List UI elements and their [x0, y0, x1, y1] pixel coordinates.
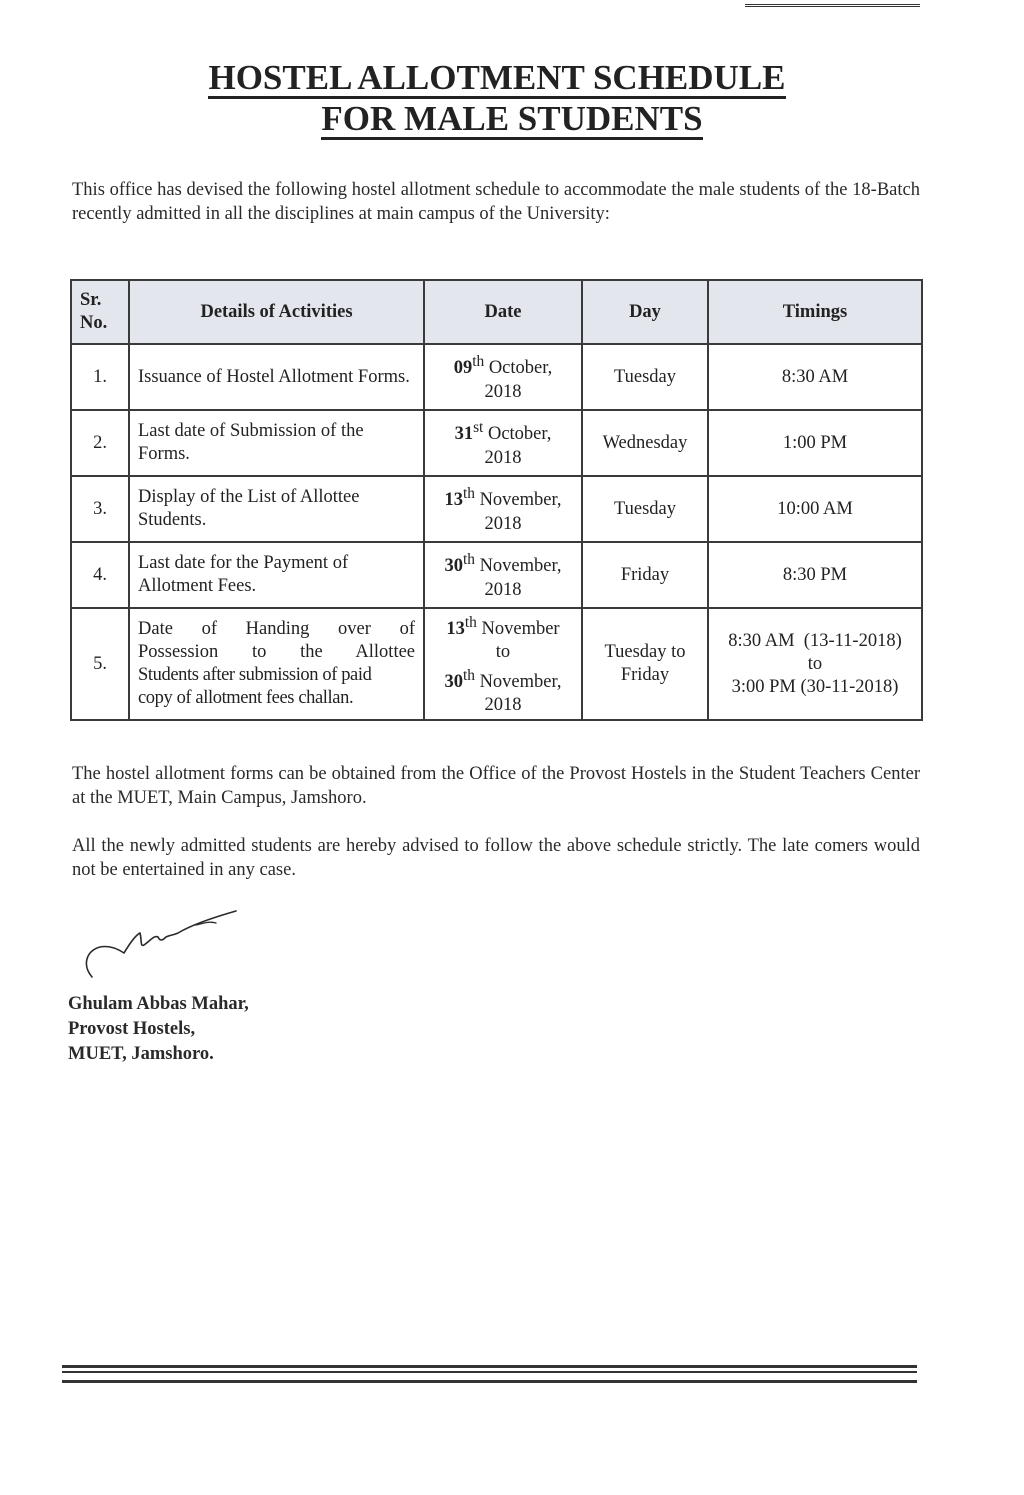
forms-info-paragraph: The hostel allotment forms can be obtained from the Office of the Provost Hostels in the Student Teachers Center at the MUET, Main Campus, Jamshoro.	[72, 764, 920, 808]
details-line: Date of Handing over of	[138, 619, 415, 639]
date-month: November,	[474, 490, 562, 511]
date-year: 2018	[484, 381, 522, 402]
table-row	[71, 410, 922, 476]
signatory-name: Ghulam Abbas Mahar,	[68, 994, 249, 1014]
title-line-2: FOR MALE STUDENTS	[321, 99, 703, 138]
footer-rule	[62, 1365, 917, 1383]
row-date	[424, 608, 582, 720]
date-day: 31	[454, 424, 474, 445]
row-timing: 1:00 PM	[708, 410, 922, 476]
timing-line: 3:00 PM (30-11-2018)	[731, 676, 899, 697]
signatory-block	[68, 992, 249, 1067]
row-details: Last date of Submission of the Forms.	[129, 410, 424, 476]
row-timing: 8:30 PM	[708, 542, 922, 608]
row-sr: 5.	[71, 608, 129, 720]
row-details: Last date for the Payment of Allotment Fees.	[129, 542, 424, 608]
row-sr: 1.	[71, 344, 129, 410]
table-row	[71, 608, 922, 720]
row-sr: 3.	[71, 476, 129, 542]
date-year: 2018	[484, 695, 522, 716]
row-sr: 2.	[71, 410, 129, 476]
row-date	[424, 410, 582, 476]
row-date	[424, 344, 582, 410]
table-row	[71, 542, 922, 608]
day-line: Tuesday to	[604, 642, 686, 662]
row-details	[129, 608, 424, 720]
row-sr: 4.	[71, 542, 129, 608]
date-day: 09	[453, 358, 473, 379]
date-suffix: th	[472, 353, 485, 371]
timing-line: to	[807, 653, 823, 674]
day-line: Friday	[620, 665, 670, 685]
signatory-organization: MUET, Jamshoro.	[68, 1044, 214, 1064]
intro-paragraph: This office has devised the following hostel allotment schedule to accommodate the male students of the 18-Batch recently admitted in all the disciplines at main campus of the University:	[72, 180, 920, 224]
date-year: 2018	[484, 513, 522, 534]
timing-line: 8:30 AM (13-11-2018)	[728, 630, 902, 651]
header-sr-line1: Sr.	[80, 290, 102, 310]
title-line-1: HOSTEL ALLOTMENT SCHEDULE	[208, 58, 786, 97]
signatory-designation: Provost Hostels,	[68, 1019, 196, 1039]
row-day: Wednesday	[582, 410, 708, 476]
date-suffix: th	[462, 551, 475, 569]
signature-image	[78, 905, 248, 980]
date-day: 13	[444, 490, 463, 511]
row-timing: 10:00 AM	[708, 476, 922, 542]
table-header-row	[71, 280, 922, 344]
date-suffix: th	[462, 485, 475, 503]
date-month: October,	[483, 424, 552, 445]
details-line: Students after submission of paid	[138, 665, 372, 685]
header-date: Date	[424, 280, 582, 344]
row-timing: 8:30 AM	[708, 344, 922, 410]
row-day: Friday	[582, 542, 708, 608]
document-title	[0, 58, 1024, 140]
date-end-month: November,	[474, 672, 562, 693]
date-start-month: November	[476, 619, 560, 639]
row-day: Tuesday	[582, 476, 708, 542]
row-details: Display of the List of Allottee Students.	[129, 476, 424, 542]
date-month: November,	[474, 556, 562, 577]
date-end-suffix: th	[462, 667, 475, 684]
row-day: Tuesday	[582, 344, 708, 410]
date-start-day: 13	[446, 619, 465, 639]
schedule-table	[70, 279, 923, 721]
date-to: to	[495, 642, 511, 662]
header-sr-no	[71, 280, 129, 344]
date-start-suffix: th	[464, 613, 477, 631]
date-year: 2018	[484, 447, 522, 468]
header-details: Details of Activities	[129, 280, 424, 344]
header-timings: Timings	[708, 280, 922, 344]
row-date	[424, 542, 582, 608]
signature-icon	[78, 905, 248, 980]
details-line: copy of allotment fees challan.	[138, 688, 354, 708]
details-line: Possession to the Allottee	[138, 642, 415, 662]
row-details: Issuance of Hostel Allotment Forms.	[129, 344, 424, 410]
row-timing	[708, 608, 922, 720]
advisory-paragraph: All the newly admitted students are hereby advised to follow the above schedule strictly. The late comers would not be entertained in any case.	[72, 836, 920, 880]
header-sr-line2: No.	[80, 313, 108, 333]
row-day	[582, 608, 708, 720]
date-suffix: st	[473, 419, 484, 437]
date-day: 30	[444, 556, 463, 577]
table-row	[71, 344, 922, 410]
top-edge-rule	[745, 0, 920, 7]
date-month: October,	[484, 358, 553, 379]
header-day: Day	[582, 280, 708, 344]
date-year: 2018	[484, 579, 522, 600]
row-date	[424, 476, 582, 542]
date-end-day: 30	[444, 672, 463, 693]
table-row	[71, 476, 922, 542]
